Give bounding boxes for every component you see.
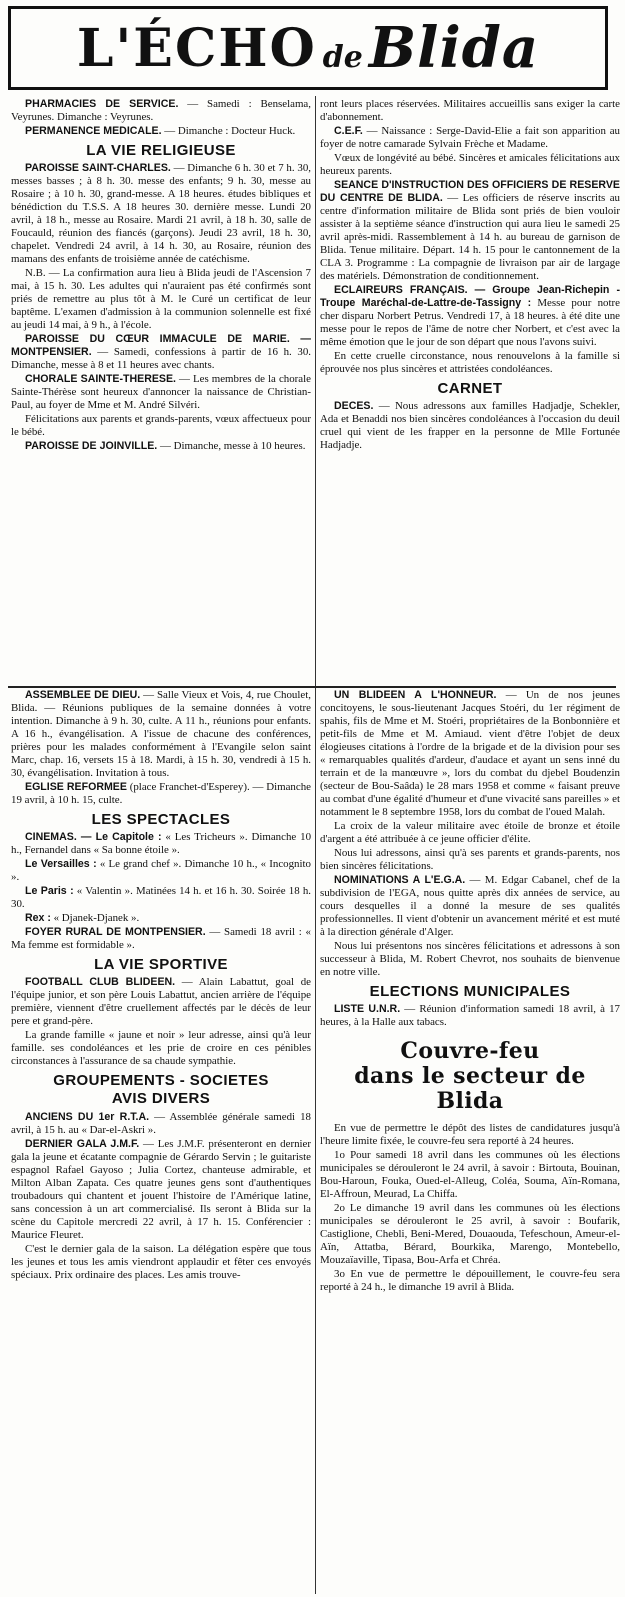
column-lower-left [11, 689, 311, 1594]
couvre-feu-point-1: 1o Pour samedi 18 avril dans les communes où les élections municipales se dérouleront le 24 avril, à savoir : Birtouta, Bouinan, Bou-Haroun, Fouka, Oued-el-Alleug, Coléa, Souma, Aïn-Romana, El-Affroun, Meurad, La Chiffa. [320, 1149, 620, 1200]
nominations-text: — M. Edgar Cabanel, chef de la subdivision de l'EGA, nous quitte après dix années de service, au cours desquelles il a donné la mesure de ses qualités professionnelles. Il vient d'obtenir un avancement mérité et est muté à la direction générale d'Alger. [320, 874, 620, 938]
presentons-paragraph: Nous lui présentons nos sincères félicitations et adressons à son successeur à Blida, M. Robert Chevrot, nos souhaits de bienvenue en notre ville. [320, 940, 620, 978]
paris-item [11, 885, 311, 911]
unr-text: — Réunion d'information samedi 18 avril, à 17 heures, à la Halle aux tabacs. [320, 1003, 620, 1028]
foyer-item [11, 926, 311, 952]
pharmacies-item [11, 98, 311, 124]
cef-title: C.E.F. [334, 125, 363, 137]
column-divider [315, 96, 316, 1594]
foyer-title: FOYER RURAL DE MONTPENSIER. [25, 926, 206, 938]
seance-title: SEANCE D'INSTRUCTION DES OFFICIERS DE RESERVE DU CENTRE DE BLIDA. [320, 179, 620, 204]
masthead [8, 6, 608, 90]
cef-item [320, 125, 620, 151]
adressons-paragraph: Nous lui adressons, ainsi qu'à ses parents et grands-parents, nos bien sincères félicitations. [320, 847, 620, 872]
blideen-title: UN BLIDEEN A L'HONNEUR. [334, 689, 497, 701]
seance-text: — Les officiers de réserve inscrits au centre d'information militaire de Blida sont priés de bien vouloir assister à la septième séance d'instruction qui aura lieu le samedi 25 avril après-midi. Rassemblement à 14 h. au bureau de garnison de Blida. Tenue militaire. Départ. 14 h. 15 pour le cantonnement de la CLA 3. Programme : La compagnie de livraison par air de largage des matériels. Démonstration de conditionnement. [320, 192, 620, 282]
section-heading-carnet: CARNET [437, 380, 503, 397]
anciens-title: ANCIENS DU 1er R.T.A. [25, 1111, 150, 1123]
deces-item [320, 400, 620, 452]
anciens-item [11, 1111, 311, 1137]
assemblee-title: ASSEMBLEE DE DIEU. [25, 689, 141, 701]
section-heading-groupements: GROUPEMENTS - SOCIETES [53, 1072, 269, 1089]
masthead-de: de [322, 40, 363, 75]
dernier-gala-paragraph: C'est le dernier gala de la saison. La délégation espère que tous les jeunes et tous les amis viendront applaudir et fêter ces envoyés spéciaux. Prix ordinaire des places. Les amis trouve- [11, 1243, 311, 1281]
deces-text: — Nous adressons aux familles Hadjadje, Schekler, Ada et Benaddi nos bien sincères condoléances à l'occasion du deuil cruel qui vient de les frapper en la personne de Mlle Fortunée Hadjadje. [320, 400, 620, 451]
chorale-title: CHORALE SAINTE-THERESE. [25, 373, 176, 385]
couvre-feu-point-2: 2o Le dimanche 19 avril dans les communes où les élections municipales se dérouleront le 25 avril, à savoir : Boufarik, Castiglione, Chebli, Beni-Mered, Douaouda, Tefeschoun, Ameur-el-Aïn, Attatba, Bérard, Bourkika, Marengo, Montebello, Mouzaïaville, Tipasa, Bou-Arfa et Chréa. [320, 1202, 620, 1266]
coeur-immacule-title: PAROISSE DU CŒUR IMMACULE DE MARIE. — MONTPENSIER. [11, 333, 311, 358]
football-item [11, 976, 311, 1028]
versailles-item [11, 858, 311, 884]
seance-item [320, 179, 620, 283]
saint-charles-title: PAROISSE SAINT-CHARLES. [25, 162, 171, 174]
assemblee-item [11, 689, 311, 780]
rex-text: « Djanek-Djanek ». [50, 912, 140, 924]
unr-title: LISTE U.N.R. [334, 1003, 401, 1015]
section-heading-spectacles: LES SPECTACLES [91, 811, 231, 828]
eglise-title: EGLISE REFORMEE [25, 781, 127, 793]
rex-title: Rex : [25, 912, 51, 924]
column-lower-right [320, 689, 620, 1594]
permanence-item [11, 125, 311, 138]
deces-title: DECES. [334, 400, 374, 412]
chorale-text: — Les membres de la chorale Sainte-Thérèse sont heureux d'annoncer la naissance de Christian-Paul, au foyer de Mme et M. André Silvéri. [11, 373, 311, 411]
football-text: — Alain Labattut, goal de l'équipe junior, et son père Louis Labattut, ancien arrière de l'équipe première, viennent d'être cruellement affectés par le décès de leur pere et grand-père. [11, 976, 311, 1027]
rex-item [11, 912, 311, 925]
eglise-item [11, 781, 311, 807]
eclaireurs-title: ECLAIREURS FRANÇAIS. — Groupe Jean-Richepin - Troupe Maréchal-de-Lattre-de-Tassigny : [320, 284, 620, 309]
croix-paragraph: La croix de la valeur militaire avec étoile de bronze et étoile d'argent a été attribuée à ce jeune officier d'élite. [320, 820, 620, 845]
joinville-text: — Dimanche, messe à 10 heures. [157, 440, 306, 452]
couvre-feu-intro: En vue de permettre le dépôt des listes de candidatures jusqu'à l'heure limite fixée, le couvre-feu sera reporté à 24 heures. [320, 1122, 620, 1147]
pharmacies-text: — Samedi : Benselama, Veyrunes. Dimanche : Veyrunes. [11, 98, 311, 123]
blideen-item [320, 689, 620, 819]
section-heading-vie-religieuse: LA VIE RELIGIEUSE [86, 142, 236, 159]
versailles-title: Le Versailles : [25, 858, 97, 870]
section-heading-vie-sportive: LA VIE SPORTIVE [94, 956, 228, 973]
continuation-paragraph: ront leurs places réservées. Militaires accueillis sans exiger la carte d'abonnement. [320, 98, 620, 123]
saint-charles-item [11, 162, 311, 266]
chorale-item [11, 373, 311, 412]
cruelle-paragraph: En cette cruelle circonstance, nous renouvelons à la famille si éprouvée nos plus sincères et attristées condoléances. [320, 350, 620, 375]
paris-title: Le Paris : [25, 885, 74, 897]
joinville-item [11, 440, 311, 453]
masthead-blida: Blida [368, 15, 540, 81]
famille-paragraph: La grande famille « jaune et noir » leur adresse, ainsi qu'à leur famille. ses condoléances et les prie de croire en ces pénibles circonstances à l'assurance de sa chaude sympathie. [11, 1029, 311, 1067]
section-heading-avis-divers: AVIS DIVERS [111, 1090, 211, 1107]
couvre-feu-headline-line1: Couvre-feu [400, 1038, 540, 1064]
masthead-echo: L'ÉCHO [76, 17, 317, 79]
permanence-text: — Dimanche : Docteur Huck. [161, 125, 296, 137]
gala-text: — Les J.M.F. présenteront en dernier gala la jeune et écatante compagnie de Gérardo Servin ; le guitariste espagnol Rafael Gayoso ; Julia Cortez, chanteuse admirable, et Milton Alban Zapata. Ces quatre jeunes gens sont d'authentiques troubadours qui chantent et jouent l'histoire de l'Amérique latine, sans concession à un art commercialisé. Ils seront à Blida sur la scène du Capitole mercredi 22 avril, à 17 h. 15. Conférencier : Maurice Fleuret. [11, 1138, 311, 1241]
eclaireurs-item [320, 284, 620, 349]
fold-divider [8, 686, 616, 688]
eclaireurs-text: Messe pour notre cher disparu Norbert Petrus. Vendredi 17, à 18 heures. à été dite une messe pour le repos de l'âme de notre cher Norbert, et c'est avec la même émotion que le jour de son départ que nous l'avons suivi. [320, 297, 620, 348]
saint-charles-text: — Dimanche 6 h. 30 et 7 h. 30, messes basses ; à 8 h. 30. messe des enfants; 9 h. 30, messe au Rosaire ; à 10 h. 30, grand-messe. A 18 heures. études bibliques et bénédiction du T.S.S. A 18 heures 30. dernière messe. Lundi 20 avril, à 18 h., messe au Rosaire. Mardi 21 avril, à 18 h. 30, salle de Foucauld, réunion des fiancés (garçons). Jeudi 23 avril, 18 h. 30, chapelet. Vendredi 24 avril, à 14 h. 30, au Rosaire, réunion des mamans des enfants de troisième année de catéchisme. [11, 162, 311, 265]
pharmacies-title: PHARMACIES DE SERVICE. [25, 98, 179, 110]
voeux-paragraph: Vœux de longévité au bébé. Sincères et amicales félicitations aux heureux parents. [320, 152, 620, 177]
cef-text: — Naissance : Serge-David-Elie a fait son apparition au foyer de notre camarade Sylvain Frèche et Madame. [320, 125, 620, 150]
paris-text: « Valentin ». Matinées 14 h. et 16 h. 30. Soirée 18 h. 30. [11, 885, 311, 910]
nominations-title: NOMINATIONS A L'E.G.A. [334, 874, 466, 886]
nominations-item [320, 874, 620, 939]
coeur-immacule-text: — Samedi, confessions à partir de 16 h. 30. Dimanche, messe à 8 et 11 heures avec chants. [11, 346, 311, 371]
assemblee-text: — Salle Vieux et Vois, 4, rue Choulet, Blida. — Réunions publiques de la semaine données à votre intention. Dimanche à 9 h. 30, culte. A 11 h., réunions pour enfants. A 16 h., évangélisation. A l'issue de chacune des conférences, prières pour les malades conformément à l'Evangile selon saint Marc, chap. 16, versets 15 à 18. Mardi, à 15 h. 30, vendredi à 15 h. 30, évangélisation. Invitation à tous. [11, 689, 311, 779]
nb-paragraph: N.B. — La confirmation aura lieu à Blida jeudi de l'Ascension 7 mai, à 15 h. 30. Les adultes qui n'auraient pas été confirmés sont priés de remettre au plus tôt à M. le Curé un certificat de leur baptême. L'examen d'admission à la communion solennelle est fixé au jeudi 14 mai, à 9 h., à l'école. [11, 267, 311, 331]
football-title: FOOTBALL CLUB BLIDEEN. [25, 976, 176, 988]
coeur-immacule-item [11, 333, 311, 372]
couvre-feu-point-3: 3o En vue de permettre le dépouillement, le couvre-feu sera reporté à 24 h., le dimanche 19 avril à Blida. [320, 1268, 620, 1293]
permanence-title: PERMANENCE MEDICALE. [25, 125, 162, 137]
couvre-feu-headline-line2: dans le secteur de Blida [354, 1063, 586, 1114]
section-heading-elections: ELECTIONS MUNICIPALES [369, 983, 571, 1000]
felicitations-paragraph: Félicitations aux parents et grands-parents, vœux affectueux pour le bébé. [11, 413, 311, 438]
anciens-text: — Assemblée générale samedi 18 avril, à 15 h. au « Dar-el-Askri ». [11, 1111, 311, 1136]
cinemas-item [11, 831, 311, 857]
blideen-text: — Un de nos jeunes concitoyens, le sous-lieutenant Jacques Stoéri, du 1er régiment de spahis, fils de Mme et M. Stoéri, propriétaires de la Bonbonnière et petit-fils de Mme et M. Amiaud. vient d'être l'objet de deux élogieuses citations à l'ordre de la brigade et de la division pour ses « remarquables qualités d'ardeur, d'audace et ayant un sens inné du terrain et de la manœuvre », lors du combat du djebel Boudenzin (secteur de Bou-Saâda) le 28 mars 1958 et comme « faisant preuve au combat d'une égalité d'humeur et d'une vivacité sans pareilles » et notamment le 8 septembre 1958, lors du combat de l'oued Malah. [320, 689, 620, 818]
foyer-text: — Samedi 18 avril : « Ma femme est formidable ». [11, 926, 311, 951]
cinemas-text: « Les Tricheurs ». Dimanche 10 h., Fernandel dans « Sa bonne étoile ». [11, 831, 311, 856]
unr-item [320, 1003, 620, 1029]
couvre-feu-headline [320, 1039, 620, 1114]
gala-item [11, 1138, 311, 1242]
cinemas-title: CINEMAS. — Le Capitole : [25, 831, 162, 843]
column-upper-right [320, 98, 620, 686]
joinville-title: PAROISSE DE JOINVILLE. [25, 440, 158, 452]
eglise-text: (place Franchet-d'Esperey). — Dimanche 19 avril, à 10 h. 15, culte. [11, 781, 311, 806]
versailles-text: « Le grand chef ». Dimanche 10 h., « Incognito ». [11, 858, 311, 883]
column-upper-left [11, 98, 311, 686]
gala-title: DERNIER GALA J.M.F. [25, 1138, 140, 1150]
